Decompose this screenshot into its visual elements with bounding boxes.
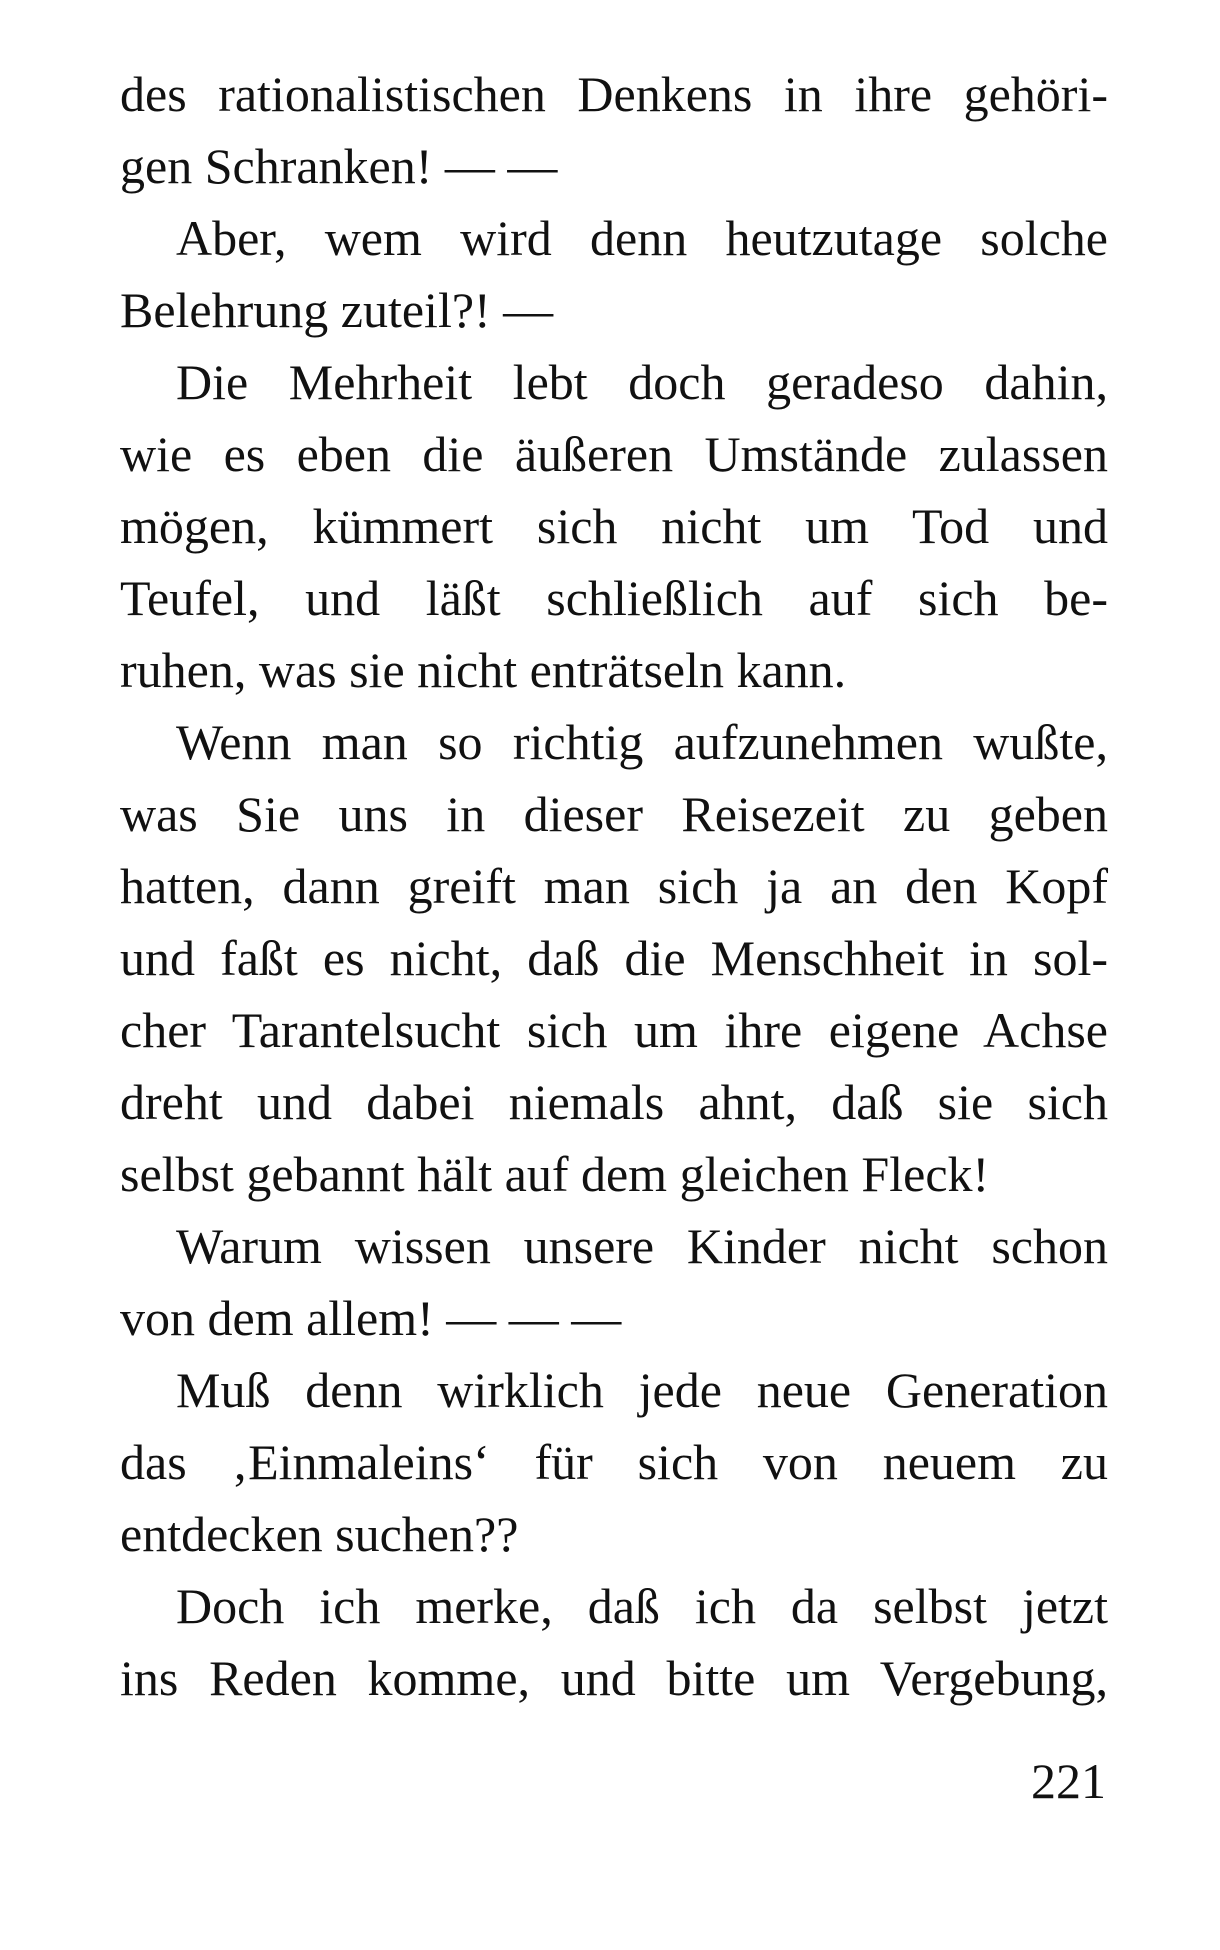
text-line: und faßt es nicht, daß die Menschheit in sol- (120, 930, 1108, 986)
text-line: Doch ich merke, daß ich da selbst jetzt (176, 1578, 1108, 1634)
text-line: Warum wissen unsere Kinder nicht schon (176, 1218, 1108, 1274)
text-line: Teufel, und läßt schließlich auf sich be- (120, 570, 1108, 626)
text-line: Die Mehrheit lebt doch geradeso dahin, (176, 354, 1108, 410)
text-line: das ‚Einmaleins‘ für sich von neuem zu (120, 1434, 1108, 1490)
text-line: Wenn man so richtig aufzunehmen wußte, (176, 714, 1108, 770)
text-line: Muß denn wirklich jede neue Generation (176, 1362, 1108, 1418)
text-line: selbst gebannt hält auf dem gleichen Fleck! (120, 1146, 990, 1202)
text-line: hatten, dann greift man sich ja an den Kopf (120, 858, 1108, 914)
text-line: was Sie uns in dieser Reisezeit zu geben (120, 786, 1108, 842)
body-text (120, 58, 1108, 1714)
text-line: Belehrung zuteil?! — (120, 282, 554, 338)
text-line: entdecken suchen?? (120, 1506, 519, 1562)
text-line: ruhen, was sie nicht enträtseln kann. (120, 642, 847, 698)
text-line: cher Tarantelsucht sich um ihre eigene Achse (120, 1002, 1108, 1058)
text-line: des rationalistischen Denkens in ihre gehöri- (120, 66, 1108, 122)
text-line: gen Schranken! — — (120, 138, 558, 194)
text-line: von dem allem! — — — (120, 1290, 622, 1346)
text-line: dreht und dabei niemals ahnt, daß sie sich (120, 1074, 1108, 1130)
text-line: ins Reden komme, und bitte um Vergebung, (120, 1650, 1108, 1706)
text-line: Aber, wem wird denn heutzutage solche (176, 210, 1108, 266)
page-number: 221 (1031, 1753, 1106, 1809)
text-line: mögen, kümmert sich nicht um Tod und (120, 498, 1108, 554)
text-line: wie es eben die äußeren Umstände zulassen (120, 426, 1108, 482)
